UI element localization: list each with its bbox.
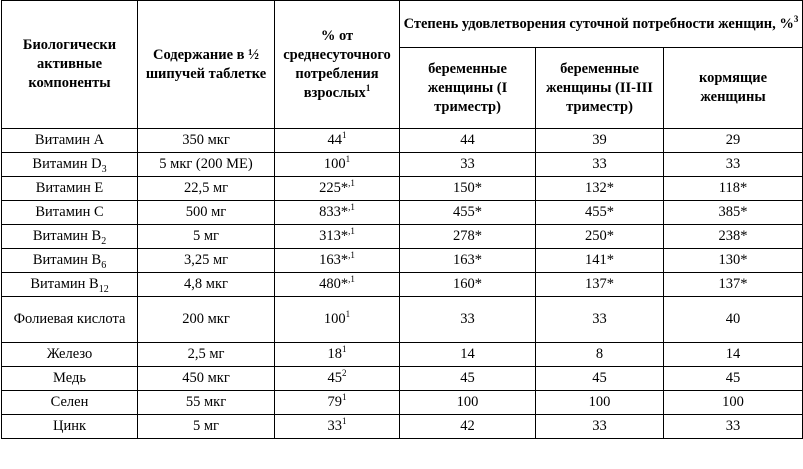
- cell-percent: 480*$^{,1}$: [275, 273, 400, 297]
- cell-lactating: 100: [664, 391, 803, 415]
- cell-name: Витамин $B_2$: [2, 225, 138, 249]
- cell-pregnant-1: 163*: [400, 249, 536, 273]
- cell-lactating: 238*: [664, 225, 803, 249]
- table-row: [2, 343, 803, 367]
- cell-percent: $45^2$: [275, 367, 400, 391]
- cell-percent: $79^1$: [275, 391, 400, 415]
- table-row: [2, 391, 803, 415]
- header-lactating: кормящие женщины: [664, 48, 803, 129]
- cell-pregnant-1: 455*: [400, 201, 536, 225]
- table-row: [2, 297, 803, 343]
- cell-pregnant-1: 100: [400, 391, 536, 415]
- table-row: [2, 153, 803, 177]
- cell-name: Цинк: [2, 415, 138, 439]
- cell-lactating: 385*: [664, 201, 803, 225]
- cell-name: Витамин E: [2, 177, 138, 201]
- cell-lactating: 45: [664, 367, 803, 391]
- cell-content: 3,25 мг: [138, 249, 275, 273]
- header-pregnant-1: беременные женщины (I триместр): [400, 48, 536, 129]
- cell-pregnant-1: 42: [400, 415, 536, 439]
- cell-lactating: 130*: [664, 249, 803, 273]
- table-row: [2, 367, 803, 391]
- cell-name: Фолиевая кислота: [2, 297, 138, 343]
- cell-name: Витамин C: [2, 201, 138, 225]
- cell-content: 500 мг: [138, 201, 275, 225]
- table-row: [2, 415, 803, 439]
- cell-pregnant-1: 14: [400, 343, 536, 367]
- cell-lactating: 29: [664, 129, 803, 153]
- header-percent: % от среднесуточного потребления взрослых$^1$: [275, 1, 400, 129]
- cell-pregnant-2-3: 250*: [536, 225, 664, 249]
- cell-lactating: 33: [664, 153, 803, 177]
- cell-pregnant-2-3: 33: [536, 297, 664, 343]
- cell-name: Медь: [2, 367, 138, 391]
- cell-pregnant-2-3: 455*: [536, 201, 664, 225]
- cell-pregnant-2-3: 39: [536, 129, 664, 153]
- cell-pregnant-2-3: 141*: [536, 249, 664, 273]
- cell-pregnant-2-3: 33: [536, 153, 664, 177]
- cell-pregnant-2-3: 8: [536, 343, 664, 367]
- cell-content: 2,5 мг: [138, 343, 275, 367]
- cell-content: 5 мг: [138, 225, 275, 249]
- cell-pregnant-2-3: 45: [536, 367, 664, 391]
- table-row: [2, 201, 803, 225]
- cell-content: 22,5 мг: [138, 177, 275, 201]
- cell-pregnant-2-3: 137*: [536, 273, 664, 297]
- cell-pregnant-2-3: 100: [536, 391, 664, 415]
- cell-pregnant-1: 33: [400, 153, 536, 177]
- cell-pregnant-1: 160*: [400, 273, 536, 297]
- cell-name: Витамин $D_3$: [2, 153, 138, 177]
- vitamin-table: [1, 0, 803, 439]
- cell-content: 450 мкг: [138, 367, 275, 391]
- table-row: [2, 129, 803, 153]
- header-pregnant-2-3: беременные женщины (II-III триместр): [536, 48, 664, 129]
- cell-lactating: 33: [664, 415, 803, 439]
- cell-content: 200 мкг: [138, 297, 275, 343]
- cell-content: 350 мкг: [138, 129, 275, 153]
- cell-lactating: 118*: [664, 177, 803, 201]
- cell-name: Витамин $B_6$: [2, 249, 138, 273]
- cell-percent: $100^1$: [275, 153, 400, 177]
- cell-name: Витамин A: [2, 129, 138, 153]
- cell-pregnant-2-3: 33: [536, 415, 664, 439]
- cell-content: 55 мкг: [138, 391, 275, 415]
- cell-pregnant-2-3: 132*: [536, 177, 664, 201]
- table-row: [2, 177, 803, 201]
- table-row: [2, 225, 803, 249]
- cell-pregnant-1: 33: [400, 297, 536, 343]
- cell-percent: 313*$^{,1}$: [275, 225, 400, 249]
- cell-percent: 163*$^{,1}$: [275, 249, 400, 273]
- cell-lactating: 137*: [664, 273, 803, 297]
- header-content: Содержание в ½ шипучей таблетке: [138, 1, 275, 129]
- cell-content: 5 мг: [138, 415, 275, 439]
- cell-lactating: 40: [664, 297, 803, 343]
- cell-percent: 833*$^{,1}$: [275, 201, 400, 225]
- cell-percent: $100^1$: [275, 297, 400, 343]
- cell-name: Витамин $B_{12}$: [2, 273, 138, 297]
- cell-content: 5 мкг (200 МЕ): [138, 153, 275, 177]
- cell-name: Селен: [2, 391, 138, 415]
- cell-percent: 225*$^{,1}$: [275, 177, 400, 201]
- cell-percent: $18^1$: [275, 343, 400, 367]
- cell-name: Железо: [2, 343, 138, 367]
- cell-pregnant-1: 44: [400, 129, 536, 153]
- cell-percent: $44^1$: [275, 129, 400, 153]
- cell-pregnant-1: 278*: [400, 225, 536, 249]
- cell-lactating: 14: [664, 343, 803, 367]
- table-row: [2, 273, 803, 297]
- table-row: [2, 249, 803, 273]
- cell-pregnant-1: 45: [400, 367, 536, 391]
- cell-percent: $33^1$: [275, 415, 400, 439]
- header-degree: Степень удовлетворения суточной потребности женщин, %$^3$: [400, 1, 803, 48]
- header-component: Биологически активные компоненты: [2, 1, 138, 129]
- cell-pregnant-1: 150*: [400, 177, 536, 201]
- cell-content: 4,8 мкг: [138, 273, 275, 297]
